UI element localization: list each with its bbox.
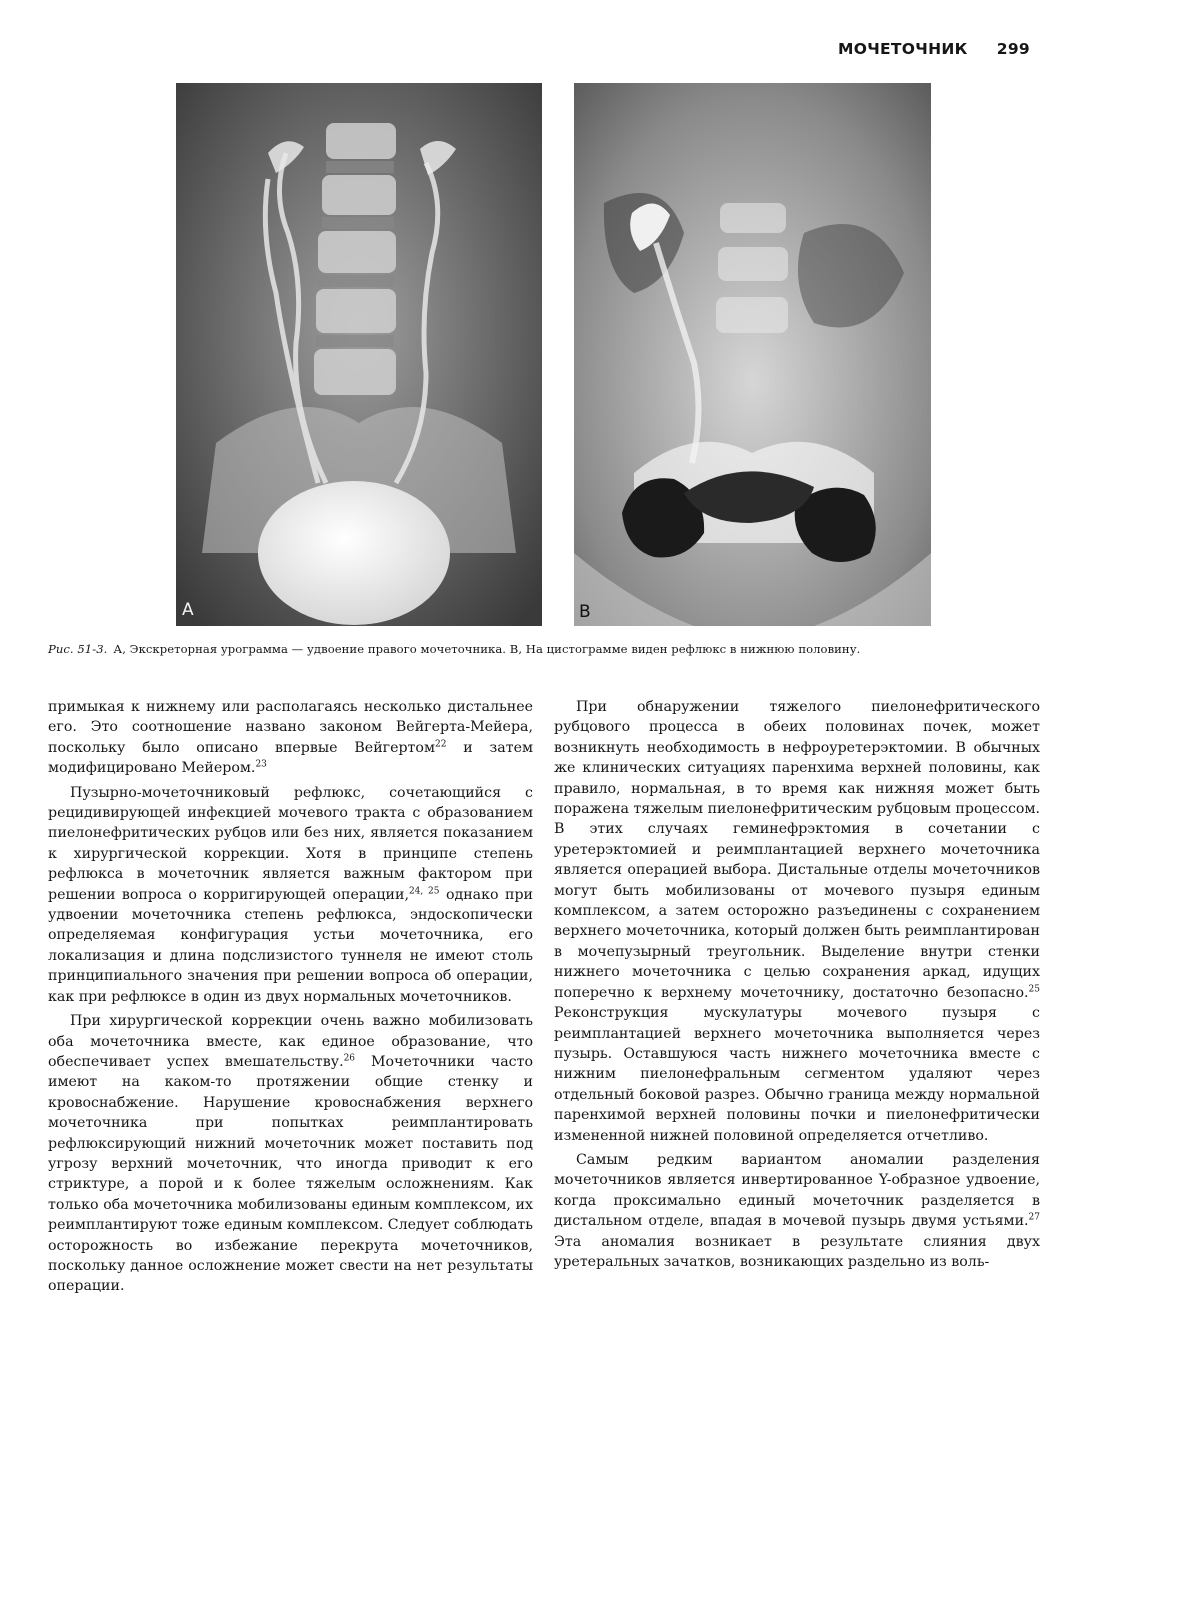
section-title: МОЧЕТОЧНИК xyxy=(838,40,968,58)
left-paragraph-3 xyxy=(48,1011,533,1297)
reference-marker: 23 xyxy=(255,759,267,770)
text-run: При обнаружении тяжелого пиелонефритического рубцового процесса в обеих половинах почек, может возникнуть необходимость в нефроуретерэктомии. В обычных же клинических ситуациях паренхима верхней половины, как правило, нормальная, в то время как нижняя может быть поражена тяжелым пиелонефритическим рубцовым процессом. В этих случаях геминефрэктомия в сочетании с уретерэктомией и реимплантацией верхнего мочеточника является операцией выбора. Дистальные отделы мочеточников могут быть мобилизованы от мочевого пузыря единым комплексом, а затем осторожно разъединены с сохранением верхнего мочеточника, который должен быть реимплантирован в мочепузырный треугольник. Выделение внутри стенки нижнего мочеточника с целью сохранения аркад, идущих поперечно к верхнему мочеточнику, достаточно безопасно. xyxy=(554,699,1040,1001)
text-run: Реконструкция мускулатуры мочевого пузыря с реимплантацией верхнего мочеточника выполняется через пузырь. Оставшуюся часть нижнего мочеточника вместе с нижним пиелонефральным сегментом удаляют через отдельный боковой разрез. Обычно граница между нормальной паренхимой верхней половины почки и пиелонефритически измененной нижней половиной определяется отчетливо. xyxy=(554,1005,1040,1144)
reference-marker: 26 xyxy=(343,1053,356,1064)
figure-caption-label: Рис. 51-3. xyxy=(48,642,108,656)
cystogram-image xyxy=(574,83,931,626)
left-column xyxy=(48,697,533,1297)
text-run: однако при удвоении мочеточника степень рефлюкса, эндоскопически определяемая конфигурация устьи мочеточника, его локализация и длина подслизистого туннеля не имеют столь принципиального значения при решении вопроса об операции, как при рефлюксе в один из двух нормальных мочеточников. xyxy=(48,886,533,1005)
figure-caption-text: А, Экскреторная урограмма — удвоение правого мочеточника. В, На цистограмме виден рефлюкс в нижнюю половину. xyxy=(113,642,861,656)
text-run: Мочеточники часто имеют на каком-то протяжении общие стенку и кровоснабжение. Нарушение кровоснабжения верхнего мочеточника при попытках реимплантировать рефлюксирующий нижний мочеточник может поставить под угрозу верхний мочеточник, что иногда приводит к его стриктуре, а порой и к более тяжелым осложнениям. Как только оба мочеточника мобилизованы единым комплексом, их реимплантируют тоже единым комплексом. Следует соблюдать осторожность во избежание перекрута мочеточников, поскольку данное осложнение может свести на нет результаты операции. xyxy=(48,1053,534,1295)
right-column xyxy=(554,697,1040,1272)
reference-marker: 25 xyxy=(1028,983,1040,994)
excretory-urogram-image xyxy=(176,83,542,626)
right-paragraph-2 xyxy=(554,1150,1040,1272)
running-head xyxy=(800,38,1040,62)
text-run: Самым редким вариантом аномалии разделения мочеточников является инвертированное Y-образное удвоение, когда проксимально единый мочеточник разделяется в дистальном отделе, впадая в мочевой пузырь двумя устьями. xyxy=(554,1151,1040,1230)
text-run: и затем модифицировано Мейером. xyxy=(48,739,533,777)
right-paragraph-1 xyxy=(554,697,1040,1146)
reference-marker: 22 xyxy=(435,739,447,750)
text-run: Эта аномалия возникает в результате слияния двух уретеральных зачатков, возникающих раздельно из воль- xyxy=(554,1233,1040,1270)
text-run: примыкая к нижнему или располагаясь несколько дистальнее его. Это соотношение названо законом Вейгерта-Мейера, поскольку было описано впервые Вейгертом xyxy=(48,699,533,756)
panel-a-label: A xyxy=(182,600,194,620)
reference-marker: 24, 25 xyxy=(408,885,440,896)
text-run: При хирургической коррекции очень важно мобилизовать оба мочеточника вместе, как единое образование, что обеспечивает успех вмешательству. xyxy=(48,1013,533,1070)
reference-marker: 27 xyxy=(1028,1212,1040,1223)
left-paragraph-1 xyxy=(48,697,533,779)
figure-caption xyxy=(48,642,1048,656)
panel-b-label: B xyxy=(579,602,591,622)
text-run: Пузырно-мочеточниковый рефлюкс, сочетающийся с рецидивирующей инфекцией мочевого тракта с образованием пиелонефритических рубцов или без них, является показанием к хирургической коррекции. Хотя в принципе степень рефлюкса в мочеточник является важным фактором при решении вопроса о корригирующей операции, xyxy=(48,784,533,903)
figure-panel-b xyxy=(574,83,931,626)
left-paragraph-2 xyxy=(48,783,533,1007)
page-number: 299 xyxy=(996,40,1030,58)
figure-panel-a xyxy=(176,83,542,626)
